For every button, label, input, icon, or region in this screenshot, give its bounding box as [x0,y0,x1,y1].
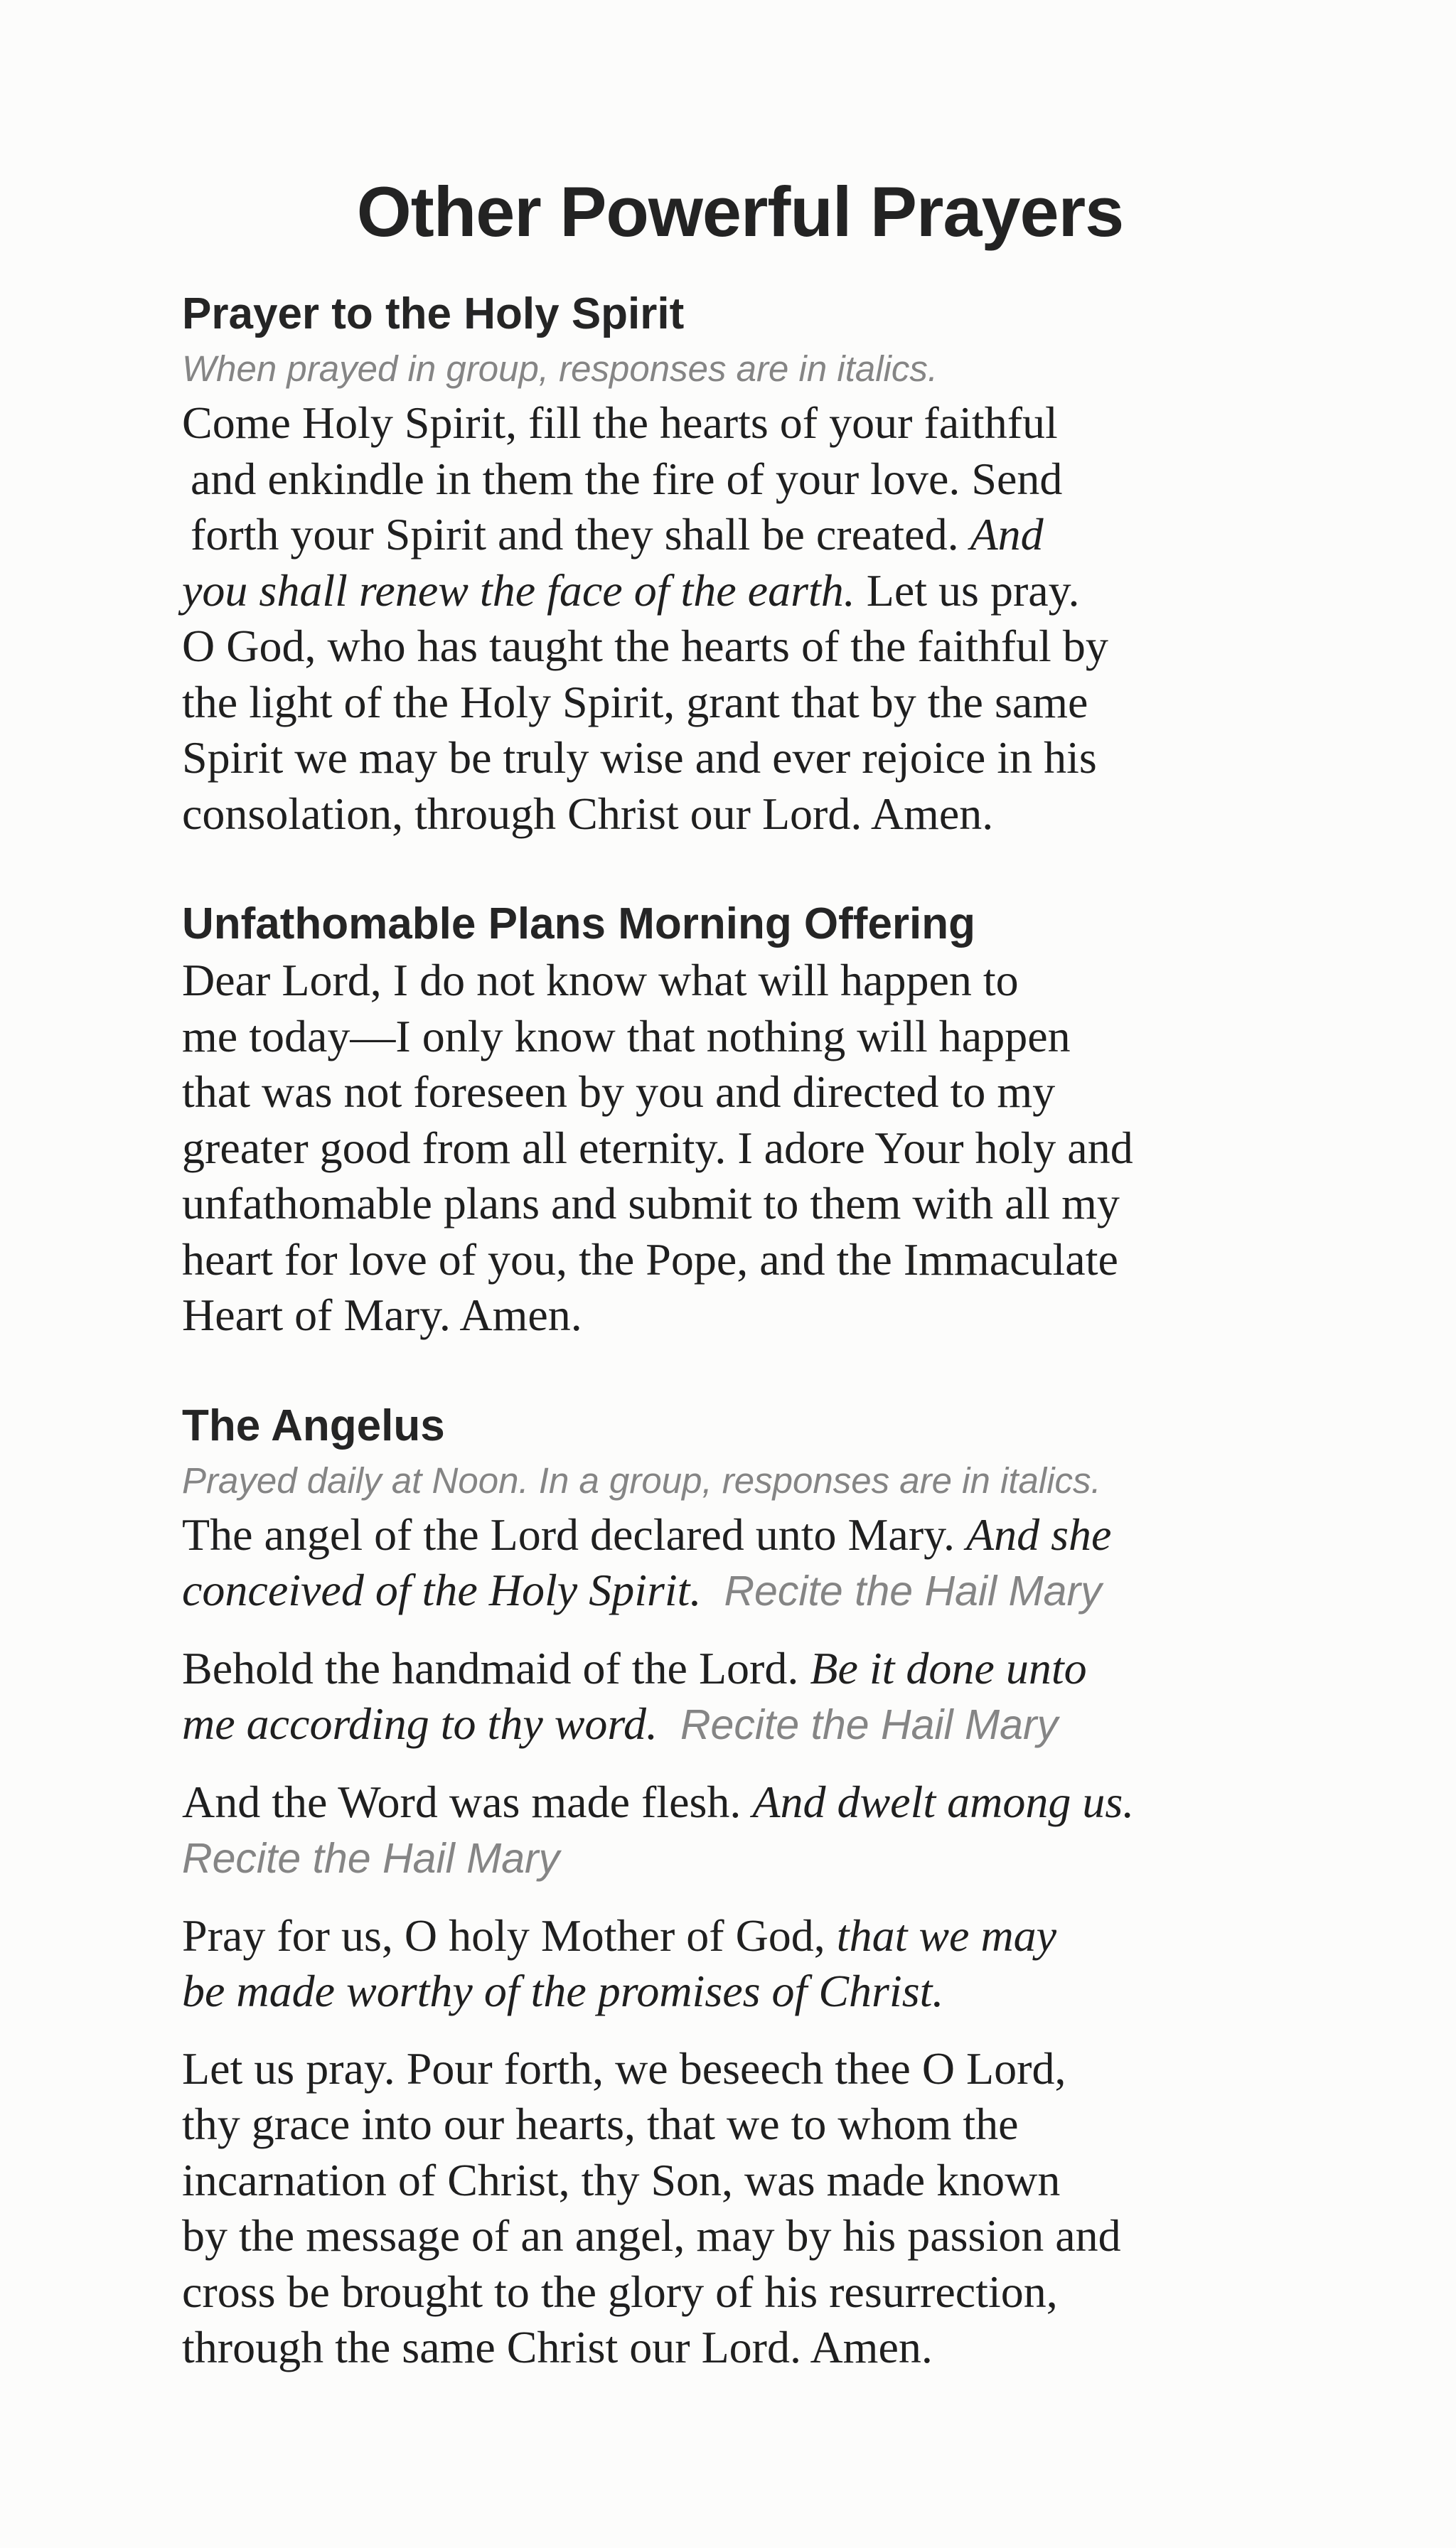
paragraph-spacer [182,1620,1320,1641]
prayer-line [182,1507,1320,1563]
response-text: Be it done unto [810,1642,1087,1693]
section-angelus [182,1398,1320,2376]
angelus-verse [182,1641,1320,1753]
prayer-line: that was not foreseen by you and directed to my [182,1066,1056,1117]
response-text: that we may [836,1910,1057,1961]
prayer-line: consolation, through Christ our Lord. Amen. [182,788,994,839]
prayer-text [182,395,1320,842]
section-heading: The Angelus [182,1401,445,1450]
prayer-line [182,1908,1320,1964]
paragraph-spacer [182,2020,1320,2041]
hail-mary-cue: Recite the Hail Mary [724,1568,1102,1615]
page-content [182,168,1320,2376]
angelus-verse [182,1908,1320,2020]
response-text: me according to thy word. [182,1698,658,1749]
prayer-line: O God, who has taught the hearts of the faithful by [182,621,1108,671]
response-text: And [970,509,1044,560]
section-spacer [182,1344,1320,1398]
prayer-line: cross be brought to the glory of his resurrection, [182,2266,1058,2317]
prayer-line-text: forth your Spirit and they shall be created. [191,509,959,560]
response-text: And she [965,1509,1112,1560]
prayer-line: the light of the Holy Spirit, grant that by the same [182,676,1088,727]
section-morning-offering [182,896,1320,1344]
versicle-text: Pray for us, O holy Mother of God, [182,1910,825,1961]
prayer-line [182,563,1320,619]
prayer-line: unfathomable plans and submit to them with all my [182,1178,1120,1228]
prayer-line: Dear Lord, I do not know what will happen to [182,955,1019,1005]
prayer-line [182,1774,1320,1831]
prayer-line: Let us pray. Pour forth, we beseech thee O Lord, [182,2043,1066,2094]
group-response-note: When prayed in group, responses are in italics. [182,348,938,389]
prayer-line [182,507,1320,563]
versicle-text: Behold the handmaid of the Lord. [182,1642,799,1693]
prayer-line: Spirit we may be truly wise and ever rejoice in his [182,732,1097,783]
section-spacer [182,842,1320,896]
prayer-line [182,1964,1320,2020]
prayer-line: heart for love of you, the Pope, and the Immaculate [182,1233,1118,1285]
prayer-line: thy grace into our hearts, that we to whom the [182,2099,1019,2149]
prayer-line: through the same Christ our Lord. Amen. [182,2322,933,2372]
section-heading: Unfathomable Plans Morning Offering [182,899,976,948]
group-response-note: Prayed daily at Noon. In a group, responses are in italics. [182,1460,1101,1501]
response-text: conceived of the Holy Spirit. [182,1565,702,1615]
prayer-line [182,1830,1320,1887]
angelus-verse [182,1774,1320,1887]
versicle-text: And the Word was made flesh. [182,1776,742,1827]
section-heading: Prayer to the Holy Spirit [182,289,685,338]
prayer-line: Heart of Mary. Amen. [182,1290,582,1340]
response-text: And dwelt among us. [752,1776,1135,1827]
paragraph-spacer [182,1887,1320,1908]
prayer-line-text: Let us pray. [866,564,1080,616]
paragraph-spacer [182,1753,1320,1774]
angelus-closing-prayer [182,2041,1320,2376]
prayer-line: by the message of an angel, may by his passion and [182,2210,1121,2261]
versicle-text: The angel of the Lord declared unto Mary. [182,1509,955,1560]
prayer-line [182,1696,1320,1753]
prayer-line [182,1641,1320,1697]
hail-mary-cue: Recite the Hail Mary [182,1835,560,1882]
angelus-verse [182,1507,1320,1620]
prayer-line [182,1563,1320,1620]
hail-mary-cue: Recite the Hail Mary [680,1701,1059,1748]
response-text: you shall renew the face of the earth. [182,564,855,616]
prayer-line: and enkindle in them the fire of your love. Send [191,453,1063,504]
prayer-line: me today—I only know that nothing will happen [182,1010,1071,1061]
section-holy-spirit-prayer [182,286,1320,842]
page-title: Other Powerful Prayers [356,172,1124,251]
prayer-line: incarnation of Christ, thy Son, was made known [182,2154,1061,2205]
prayer-line: Come Holy Spirit, fill the hearts of your faithful [182,397,1058,448]
response-text: be made worthy of the promises of Christ. [182,1966,944,2016]
prayer-text [182,953,1320,1344]
prayer-line: greater good from all eternity. I adore Your holy and [182,1122,1133,1173]
